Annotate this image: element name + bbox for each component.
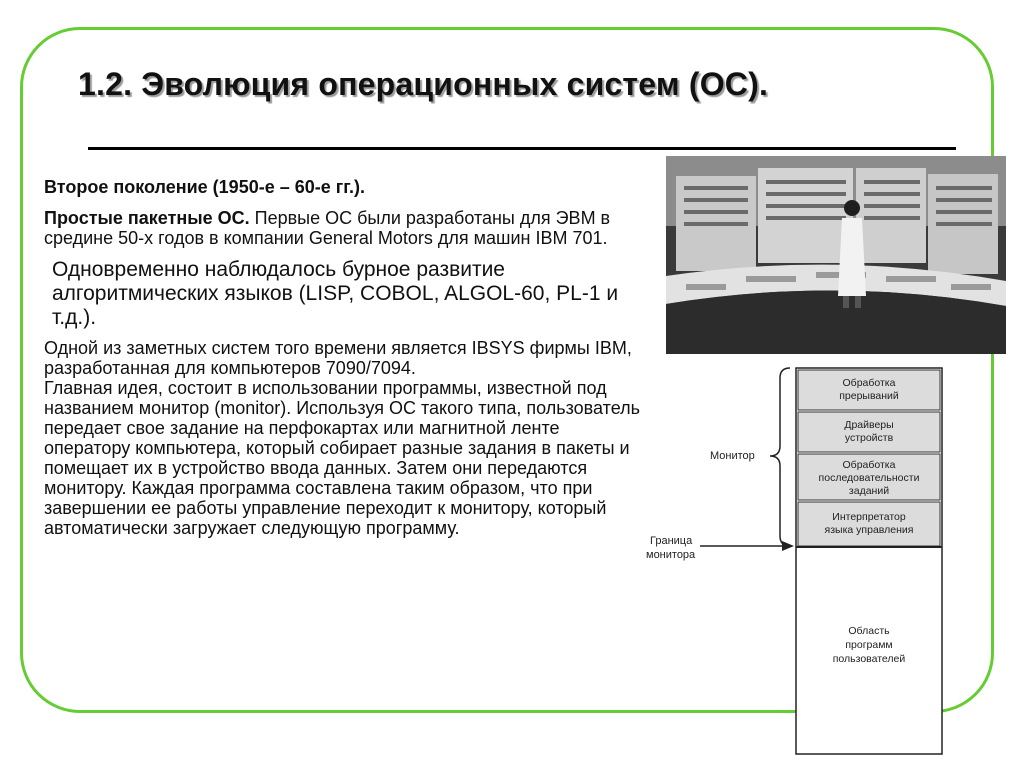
batch-os-text: Первые ОС были разработаны для ЭВМ в средине 50-х годов в компании General Motors для машин IBM 701.	[44, 208, 611, 248]
mainframe-photo-image	[666, 156, 1006, 354]
paragraph-ibsys: Одной из заметных систем того времени является IBSYS фирмы IBM, разработанная для компьютеров 7090/7094. Главная идея, состоит в использовании программы, известной под названием монитор (monitor). Используя ОС такого типа, пользователь передает свое задание на перфокартах или магнитной ленте оператору компьютера, который собирает разные задания в пакеты и помещает их в устройство ввода данных. Затем они передаются монитору. Каждая программа составлена таким образом, что при завершении ее работы управление переходит к монитору, который автоматически загружает следующую программу.	[44, 338, 640, 538]
area-line2: программ	[845, 639, 893, 651]
area-line3: пользователей	[832, 653, 906, 665]
text-column	[44, 176, 644, 538]
boundary-label-line1: Граница	[650, 535, 693, 547]
block1-line1: Обработка	[842, 377, 896, 389]
mainframe-photo	[666, 156, 1006, 354]
monitor-brace	[770, 368, 790, 546]
monitor-diagram	[630, 358, 960, 758]
block3-line2: последовательности	[818, 472, 920, 484]
monitor-diagram-svg	[630, 358, 960, 758]
boundary-arrow-head	[782, 541, 794, 551]
block2-line1: Драйверы	[844, 419, 894, 431]
batch-os-heading: Простые пакетные ОС.	[44, 208, 250, 228]
boundary-label-line2: монитора	[646, 549, 696, 561]
block4-line1: Интерпретатор	[832, 511, 906, 523]
block3-line3: заданий	[848, 485, 890, 497]
block1-line2: прерываний	[839, 390, 899, 402]
slide-title: 1.2. Эволюция операционных систем (ОС).	[78, 66, 769, 102]
block2-line2: устройств	[844, 432, 894, 444]
area-line1: Область	[848, 625, 890, 637]
paragraph-languages: Одновременно наблюдалось бурное развитие алгоритмических языков (LISP, COBOL, ALGOL-60, PL-1 и т.д.).	[52, 258, 619, 329]
monitor-label: Монитор	[710, 450, 755, 462]
block4-line2: языка управления	[824, 524, 914, 536]
paragraph-batch-os	[44, 208, 644, 248]
block3-line1: Обработка	[842, 459, 896, 471]
paragraph-generation: Второе поколение (1950-е – 60-е гг.).	[44, 177, 365, 197]
title-underline	[88, 147, 956, 150]
